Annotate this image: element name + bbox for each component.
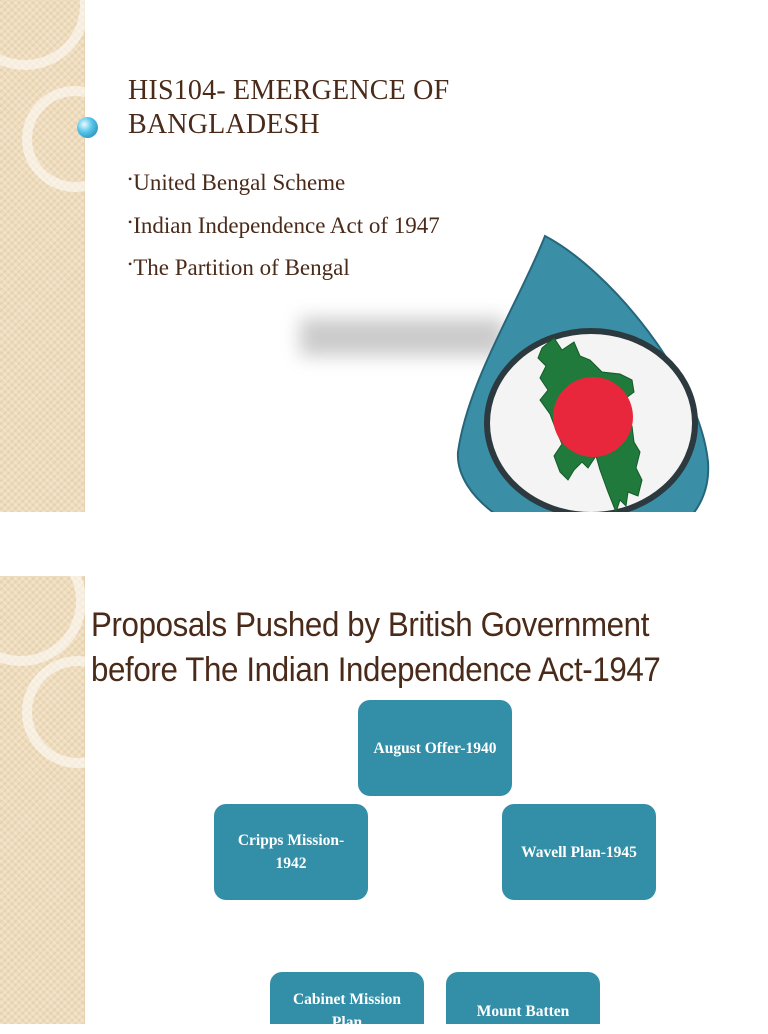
diagram-node: Cabinet Mission Plan bbox=[270, 972, 424, 1024]
topic-item: • Indian Independence Act of 1947 bbox=[128, 203, 440, 246]
topic-list bbox=[128, 160, 440, 288]
decorative-ring bbox=[0, 0, 90, 70]
title-line-2: BANGLADESH bbox=[128, 109, 320, 140]
bullet-sphere-icon bbox=[77, 117, 98, 138]
slide-gap bbox=[0, 512, 768, 576]
decorative-side-band bbox=[0, 0, 85, 512]
decorative-ring bbox=[22, 86, 128, 192]
flag-red-disc bbox=[553, 377, 633, 457]
slide-1 bbox=[0, 0, 768, 512]
slide-title bbox=[128, 74, 449, 142]
heading-line-1: Proposals Pushed by British Government bbox=[91, 606, 650, 644]
decorative-ring bbox=[0, 576, 86, 666]
diagram-node: Wavell Plan-1945 bbox=[502, 804, 656, 900]
topic-item: • United Bengal Scheme bbox=[128, 160, 440, 203]
title-line-1: HIS104- EMERGENCE OF bbox=[128, 75, 450, 106]
slide-heading bbox=[91, 603, 660, 693]
diagram-node: Cripps Mission-1942 bbox=[214, 804, 368, 900]
topic-item: • The Partition of Bengal bbox=[128, 245, 440, 288]
diagram-node: Mount Batten bbox=[446, 972, 600, 1024]
heading-line-2: before The Indian Independence Act-1947 bbox=[91, 651, 661, 689]
decorative-side-band bbox=[0, 576, 85, 1024]
bangladesh-map-icon bbox=[450, 230, 720, 512]
diagram-node: August Offer-1940 bbox=[358, 700, 512, 796]
